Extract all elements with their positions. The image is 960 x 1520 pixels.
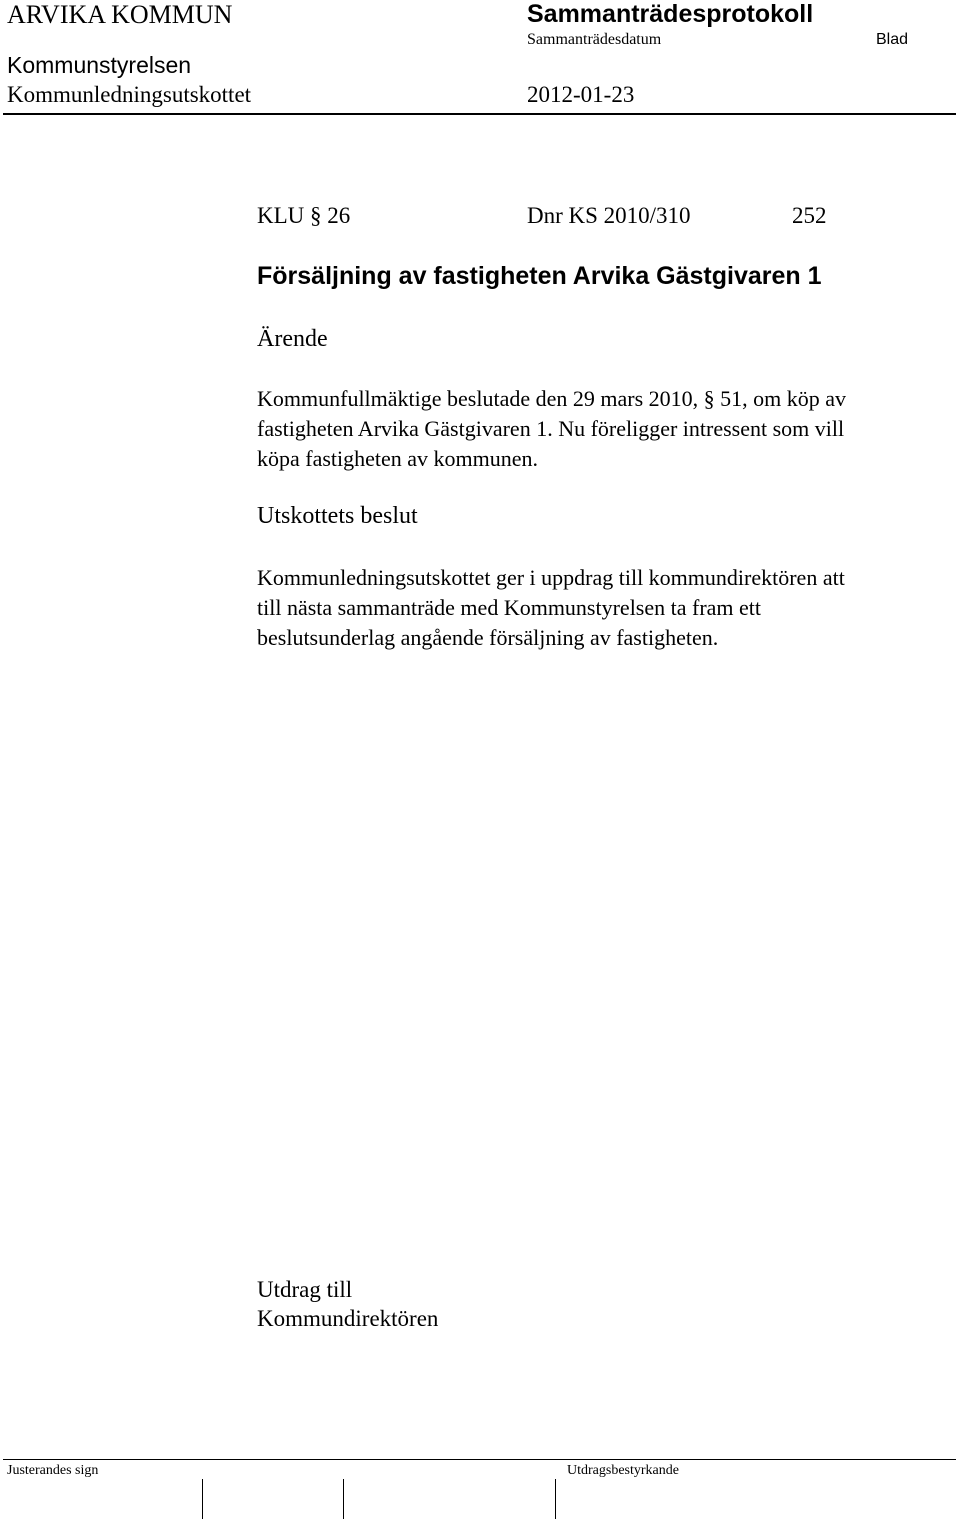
- extract-block: [257, 1275, 438, 1333]
- certification-label: Utdragsbestyrkande: [567, 1463, 679, 1478]
- decision-text: Kommunledningsutskottet ger i uppdrag till kommundirektören att till nästa sammanträde med Kommunstyrelsen ta fram ett beslutsunderlag angående försäljning av fastigheten.: [257, 565, 845, 650]
- case-number: KLU § 26: [257, 203, 351, 228]
- signature-box-divider: [343, 1479, 344, 1519]
- case-title: Försäljning av fastigheten Arvika Gästgivaren 1: [257, 262, 822, 290]
- signature-box-divider: [202, 1479, 203, 1519]
- page-label: Blad: [876, 31, 909, 48]
- case-dnr: Dnr KS 2010/310: [527, 203, 691, 228]
- document-title: Sammanträdesprotokoll: [527, 0, 814, 28]
- errand-heading: Ärende: [257, 326, 328, 352]
- header-divider: [3, 113, 956, 115]
- footer-divider: [3, 1459, 956, 1460]
- extract-recipient: Kommundirektören: [257, 1306, 439, 1331]
- board-name: Kommunstyrelsen: [7, 52, 192, 78]
- committee-name: Kommunledningsutskottet: [7, 82, 252, 107]
- organization-name: ARVIKA KOMMUN: [7, 0, 233, 29]
- sign-label: Justerandes sign: [7, 1463, 99, 1478]
- case-page-number: 252: [792, 203, 827, 228]
- extract-label: Utdrag till: [257, 1277, 353, 1302]
- meeting-date-label: Sammanträdesdatum: [527, 31, 662, 48]
- errand-text: Kommunfullmäktige beslutade den 29 mars 2010, § 51, om köp av fastigheten Arvika Gästgivaren 1. Nu föreligger intressent som vill köpa fastigheten av kommunen.: [257, 386, 847, 471]
- signature-box-divider: [555, 1479, 556, 1519]
- meeting-date: 2012-01-23: [527, 82, 635, 107]
- decision-heading: Utskottets beslut: [257, 503, 418, 529]
